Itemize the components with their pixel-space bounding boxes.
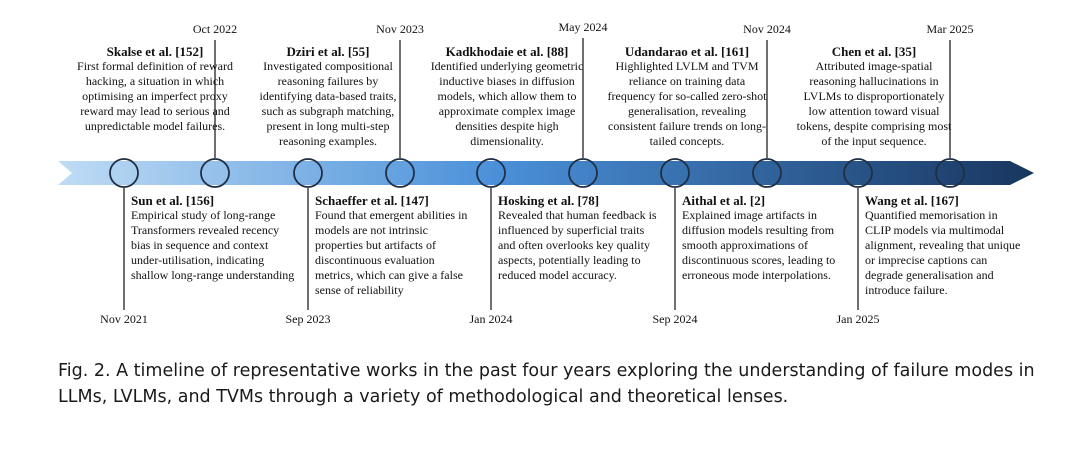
entry-description: Investigated compositional reasoning failures by identifying data-based traits, such as subgraph matching, present in long multi-step reasoning examples. [259,59,397,148]
entry-description: Quantified memorisation in CLIP models via multimodal alignment, revealing that unique or imprecise captions can degrade generalisation and introduce failure. [865,208,1021,297]
entry-description: Empirical study of long-range Transformers revealed recency bias in sequence and context under-utilisation, indicating shallow long-range understanding [131,208,295,282]
entry-description: First formal definition of reward hacking, a situation in which optimising an imperfect proxy reward may lead to serious and unpredictable model failures. [77,59,233,133]
event-date: Nov 2021 [100,312,148,326]
figure-caption: Fig. 2. A timeline of representative works in the past four years exploring the understanding of failure modes in LLMs, LVLMs, and TVMs through a variety of methodological and theoretical lenses. [58,361,1035,407]
entry-title: Dziri et al. [55] [286,44,370,59]
timeline-entry [131,193,297,283]
entry-title: Sun et al. [156] [131,193,215,208]
event-date: Sep 2024 [652,312,698,326]
entry-description: Highlighted LVLM and TVM reliance on training data frequency for so-called zero-shot generalisation, revealing consistent failure trends on long-tailed concepts. [607,59,767,148]
timeline-entry [607,44,767,149]
event-date: Nov 2023 [376,22,424,36]
entry-description: Explained image artifacts in diffusion models resulting from smooth approximations of discontinuous scores, leading to erroneous mode interpolations. [682,208,836,282]
timeline-entry [250,44,406,149]
event-date: Nov 2024 [743,22,791,36]
event-date: Mar 2025 [926,22,974,36]
event-date: May 2024 [558,20,608,34]
event-date: Oct 2022 [192,22,238,36]
entry-description: Found that emergent abilities in models are not intrinsic properties but artifacts of discontinuous evaluation metrics, which can give a false sense of reliability [315,208,468,297]
entry-title: Schaeffer et al. [147] [315,193,429,208]
event-date: Jan 2025 [836,312,880,326]
timeline-entry [427,44,587,149]
timeline-entry [315,193,475,298]
event-date: Jan 2024 [469,312,513,326]
entry-description: Revealed that human feedback is influenced by superficial traits and often overlooks key quality aspects, potentially leading to reduced model accuracy. [498,208,657,282]
timeline-entry [498,193,660,283]
entry-title: Hosking et al. [78] [498,193,600,208]
timeline-entry [865,193,1025,298]
entry-title: Chen et al. [35] [831,44,917,59]
entry-title: Aithal et al. [2] [682,193,766,208]
entry-title: Skalse et al. [152] [106,44,204,59]
entry-title: Wang et al. [167] [865,193,959,208]
entry-description: Attributed image-spatial reasoning hallucinations in LVLMs to disproportionately low attention toward visual tokens, despite comprising most of the input sequence. [796,59,952,148]
event-date: Sep 2023 [285,312,331,326]
timeline-entry [794,44,954,149]
entry-title: Udandarao et al. [161] [624,44,750,59]
entry-description: Identified underlying geometric inductive biases in diffusion models, which allow them to approximate complex image densities despite high dimensionality. [430,59,584,148]
timeline-entry [682,193,842,283]
timeline-entry [72,44,238,134]
entry-title: Kadkhodaie et al. [88] [445,44,569,59]
